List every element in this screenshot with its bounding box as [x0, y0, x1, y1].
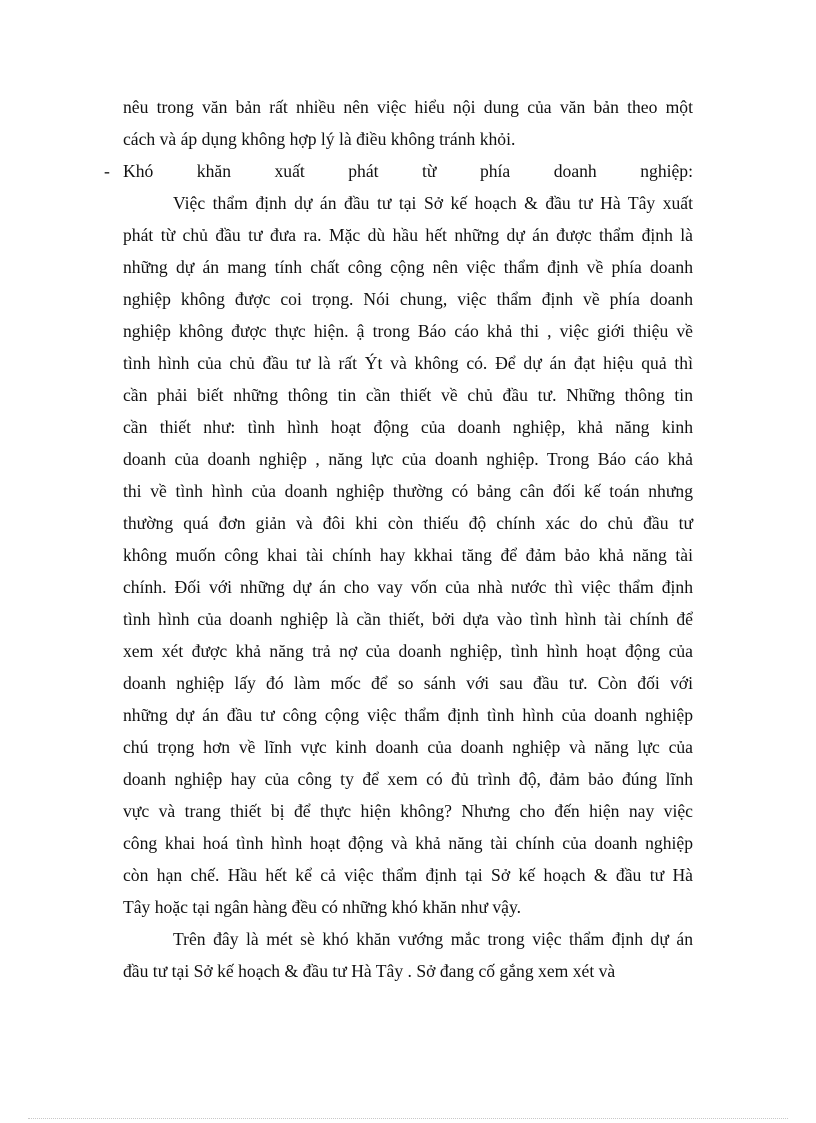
text-line: công khai hoá tình hình hoạt động và khả năng tài chính của doanh nghiệp — [123, 833, 693, 853]
text-line: còn hạn chế. Hầu hết kể cả việc thẩm định tại Sở kế hoạch & đầu tư Hà — [123, 865, 693, 885]
text-line: nêu trong văn bản rất nhiều nên việc hiểu nội dung của văn bản theo một — [123, 97, 693, 117]
text-line: xem xét được khả năng trả nợ của doanh nghiệp, tình hình hoạt động của — [123, 641, 693, 661]
text-line: cách và áp dụng không hợp lý là điều không tránh khỏi. — [123, 129, 516, 149]
text-line: Tây hoặc tại ngân hàng đều có những khó khăn như vậy. — [123, 897, 522, 917]
text-line: đầu tư tại Sở kế hoạch & đầu tư Hà Tây . Sở đang cố gắng xem xét và — [123, 961, 616, 981]
text-line: doanh nghiệp lấy đó làm mốc để so sánh với sau đầu tư. Còn đối với — [123, 673, 693, 693]
page-bottom-rule — [28, 1118, 788, 1119]
text-line: cần phải biết những thông tin cần thiết về chủ đầu tư. Những thông tin — [123, 385, 693, 405]
text-line: vực và trang thiết bị để thực hiện không? Nhưng cho đến hiện nay việc — [123, 801, 693, 821]
text-line: doanh nghiệp hay của công ty để xem có đủ trình độ, đảm bảo đúng lĩnh — [123, 769, 693, 789]
text-line: nghiệp không được thực hiện. ậ trong Báo cáo khả thi , việc giới thiệu về — [123, 321, 693, 341]
text-line: chú trọng hơn về lĩnh vực kinh doanh của doanh nghiệp và năng lực của — [123, 737, 693, 757]
text-line: Việc thẩm định dự án đầu tư tại Sở kế hoạch & đầu tư Hà Tây xuất — [173, 193, 693, 213]
text-line: nghiệp không được coi trọng. Nói chung, việc thẩm định về phía doanh — [123, 289, 693, 309]
bullet-text: Khó khăn xuất phát từ phía doanh nghiệp: — [123, 161, 693, 181]
text-line: thi về tình hình của doanh nghiệp thường có bảng cân đối kế toán nhưng — [123, 481, 693, 501]
text-line: cần thiết như: tình hình hoạt động của doanh nghiệp, khả năng kinh — [123, 417, 693, 437]
text-line: tình hình của chủ đầu tư là rất Ýt và không có. Để dự án đạt hiệu quả thì — [123, 353, 693, 373]
document-body — [104, 91, 693, 987]
text-line: thường quá đơn giản và đôi khi còn thiếu độ chính xác do chủ đầu tư — [123, 513, 693, 533]
text-line: doanh của doanh nghiệp , năng lực của doanh nghiệp. Trong Báo cáo khả — [123, 449, 693, 469]
text-line: chính. Đối với những dự án cho vay vốn của nhà nước thì việc thẩm định — [123, 577, 693, 597]
text-line: những dự án mang tính chất công cộng nên việc thẩm định về phía doanh — [123, 257, 693, 277]
text-line: không muốn công khai tài chính hay kkhai tăng để đảm bảo khả năng tài — [123, 545, 693, 565]
text-line: Trên đây là mét sè khó khăn vướng mắc trong việc thẩm định dự án — [173, 929, 693, 949]
text-line: những dự án đầu tư công cộng việc thẩm định tình hình của doanh nghiệp — [123, 705, 693, 725]
bullet-item — [104, 155, 693, 187]
text-line: tình hình của doanh nghiệp là cần thiết, bởi dựa vào tình hình tài chính để — [123, 609, 693, 629]
text-line: phát từ chủ đầu tư đưa ra. Mặc dù hầu hết những dự án được thẩm định là — [123, 225, 693, 245]
bullet-marker: - — [104, 161, 110, 181]
